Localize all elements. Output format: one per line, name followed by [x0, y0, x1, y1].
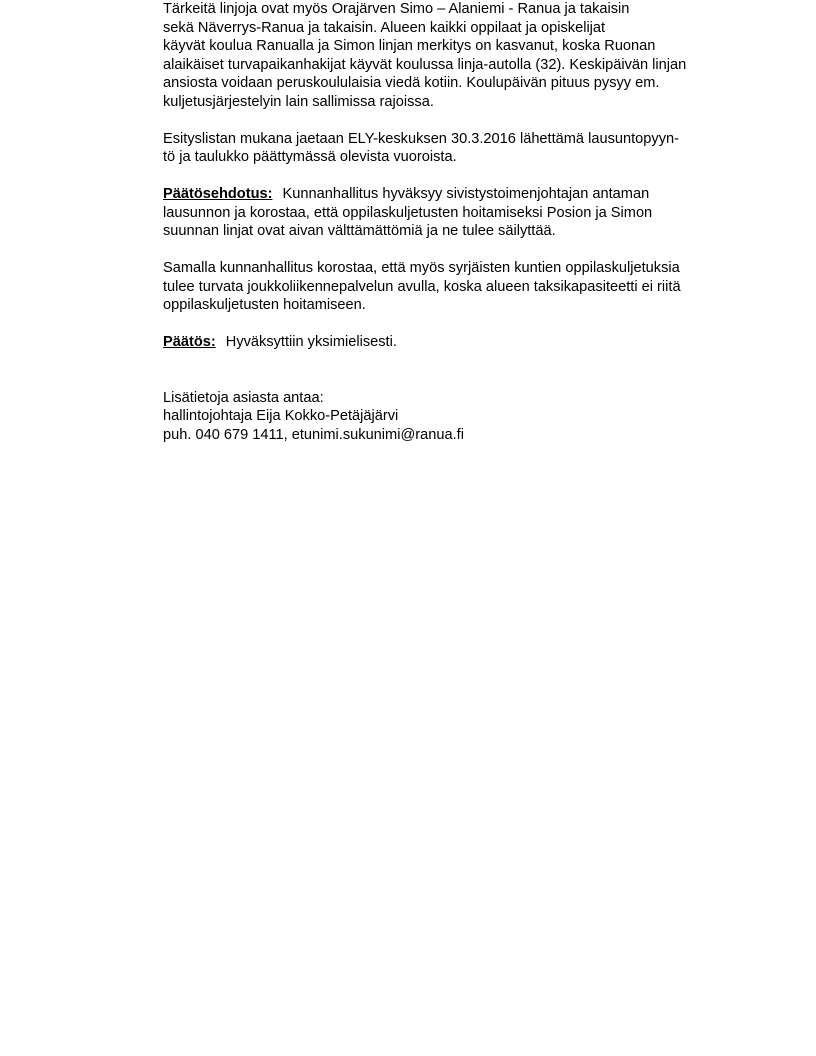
text-line: oppilaskuljetusten hoitamiseen. [163, 297, 366, 313]
contact-block [163, 389, 763, 445]
text-line: kuljetusjärjestelyin lain sallimissa rajoissa. [163, 93, 434, 110]
text-line: Tärkeitä linjoja ovat myös Orajärven Simo – Alaniemi - Ranua ja takaisin [163, 1, 630, 17]
contact-phone-email: puh. 040 679 1411, etunimi.sukunimi@ranua.fi [163, 426, 464, 443]
text-line: alaikäiset turvapaikanhakijat käyvät koulussa linja-autolla (32). Keskipäivän linjan [163, 56, 687, 73]
document-page [163, 0, 763, 444]
text-line: tulee turvata joukkoliikennepalvelun avulla, koska alueen taksikapasiteetti ei riitä [163, 278, 681, 295]
text-line: Samalla kunnanhallitus korostaa, että myös syrjäisten kuntien oppilaskuljetuksia [163, 260, 680, 276]
text-line: ansiosta voidaan peruskoululaisia viedä kotiin. Koulupäivän pituus pysyy em. [163, 75, 660, 91]
paragraph-decision-proposal [163, 185, 763, 241]
decision-proposal-label: Päätösehdotus: [163, 186, 273, 202]
decision-label: Päätös: [163, 334, 216, 350]
text-line [163, 185, 763, 204]
text-line: tö ja taulukko päättymässä olevista vuoroista. [163, 149, 457, 165]
text-line [163, 333, 763, 352]
spacer [163, 352, 763, 389]
paragraph-transport-lines [163, 0, 763, 111]
decision-proposal-first-line: Kunnanhallitus hyväksyy sivistystoimenjohtajan antaman [282, 186, 650, 202]
contact-heading: Lisätietoja asiasta antaa: [163, 389, 324, 406]
text-line: Esityslistan mukana jaetaan ELY-keskuksen 30.3.2016 lähettämä lausuntopyyn- [163, 130, 679, 147]
text-line: käyvät koulua Ranualla ja Simon linjan merkitys on kasvanut, koska Ruonan [163, 38, 656, 54]
paragraph-decision [163, 333, 763, 352]
paragraph-remote-municipalities [163, 259, 763, 315]
paragraph-agenda-attachment [163, 130, 763, 167]
text-line: lausunnon ja korostaa, että oppilaskuljetusten hoitamiseksi Posion ja Simon [163, 204, 653, 221]
decision-text: Hyväksyttiin yksimielisesti. [225, 334, 397, 350]
text-line: sekä Näverrys-Ranua ja takaisin. Alueen kaikki oppilaat ja opiskelijat [163, 19, 606, 36]
contact-person: hallintojohtaja Eija Kokko-Petäjäjärvi [163, 408, 399, 424]
text-line: suunnan linjat ovat aivan välttämättömiä ja ne tulee säilyttää. [163, 223, 556, 239]
